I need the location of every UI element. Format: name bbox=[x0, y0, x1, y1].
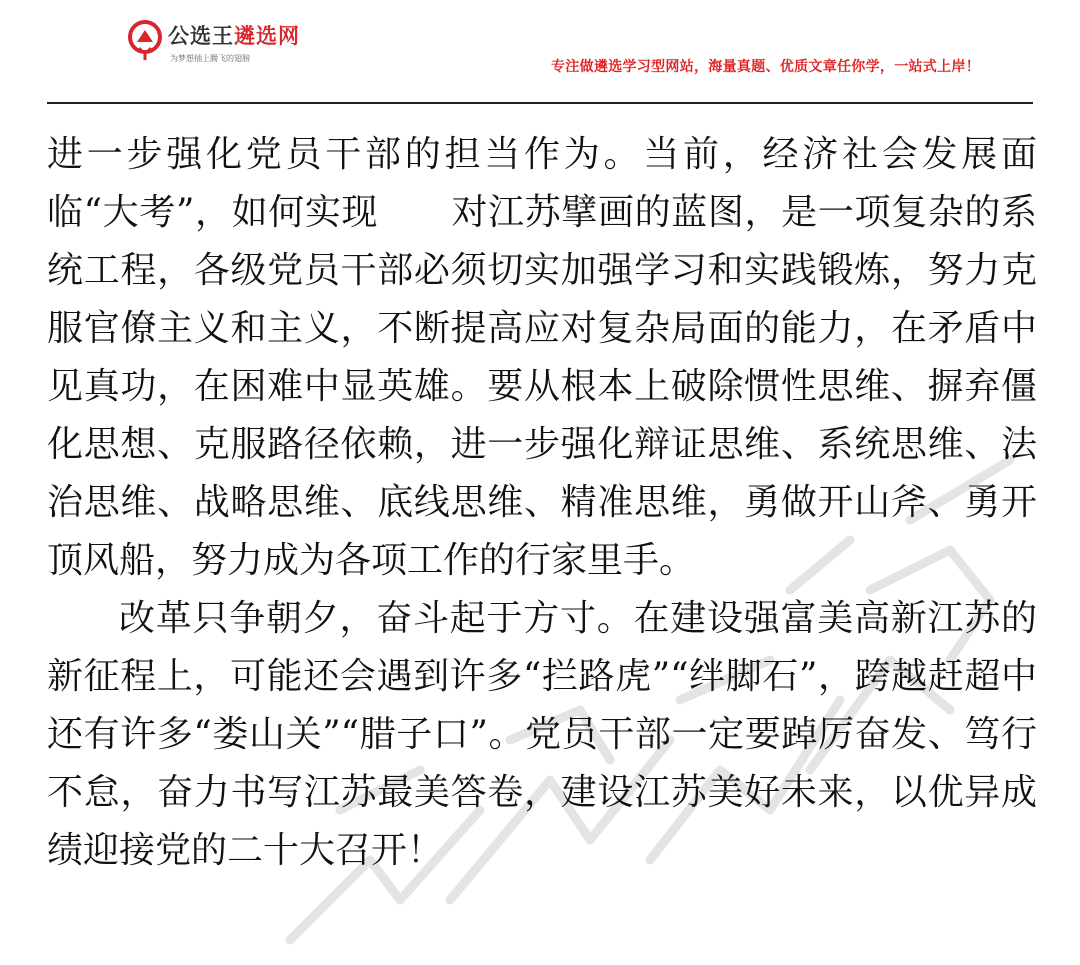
page-header bbox=[0, 0, 1080, 108]
site-logo[interactable] bbox=[128, 20, 378, 70]
logo-mark-icon bbox=[128, 20, 162, 60]
header-divider bbox=[47, 102, 1033, 104]
article-body bbox=[47, 126, 1037, 880]
paragraph-1: 进一步强化党员干部的担当作为。当前，经济社会发展面临“大考”，如何实现 对江苏擘画的蓝图，是一项复杂的系统工程，各级党员干部必须切实加强学习和实践锻炼，努力克服官僚主义和主义，不断提高应对复杂局面的能力，在矛盾中见真功，在困难中显英雄。要从根本上破除惯性思维、摒弃僵化思想、克服路径依赖，进一步强化辩证思维、系统思维、法治思维、战略思维、底线思维、精准思维，勇做开山斧、勇开顶风船，努力成为各项工作的行家里手。 bbox=[47, 134, 1037, 581]
paragraph-2: 改革只争朝夕，奋斗起于方寸。在建设强富美高新江苏的新征程上，可能还会遇到许多“拦路虎”“绊脚石”，跨越赶超中还有许多“娄山关”“腊子口”。党员干部一定要踔厉奋发、笃行不怠，奋力书写江苏最美答卷，建设江苏美好未来，以优异成绩迎接党的二十大召开！ bbox=[47, 598, 1037, 871]
logo-text-red: 遴选网 bbox=[234, 24, 300, 48]
logo-text-dark: 公选王 bbox=[168, 24, 234, 48]
logo-slogan: 为梦想插上腾飞的翅膀 bbox=[170, 54, 250, 63]
logo-wordmark bbox=[168, 24, 300, 48]
header-tagline: 专注做遴选学习型网站，海量真题、优质文章任你学，一站式上岸！ bbox=[551, 59, 980, 75]
